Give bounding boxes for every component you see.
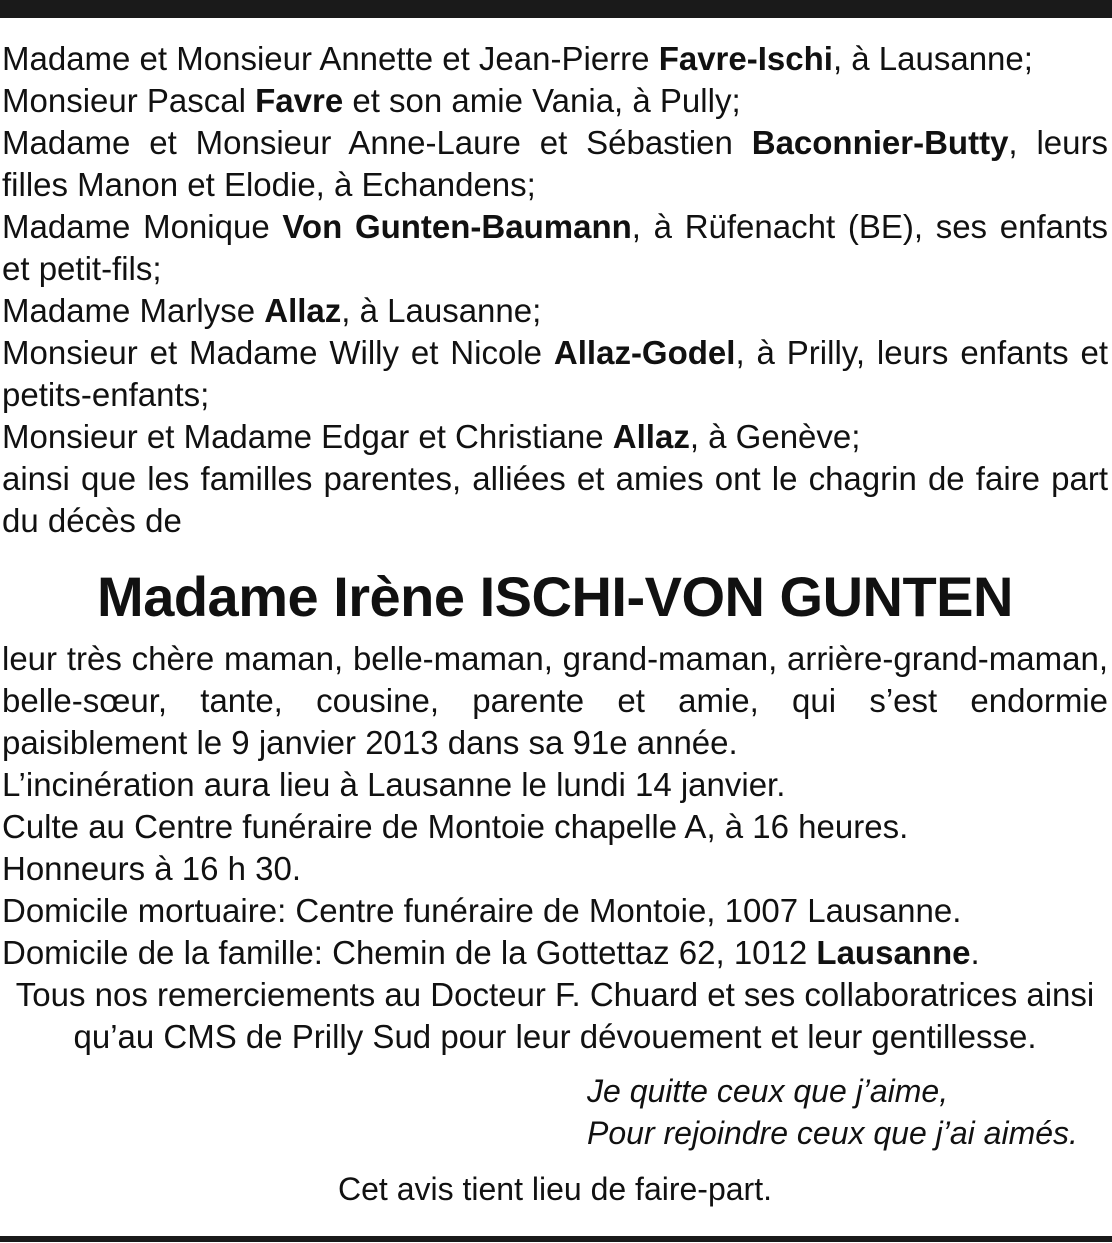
deceased-name: Madame Irène ISCHI-VON GUNTEN: [97, 565, 1013, 628]
family-surname: Favre: [255, 82, 344, 119]
family-entry: Madame et Monsieur Annette et Jean-Pierre Favre-Ischi, à Lausanne;: [2, 40, 1033, 77]
honours-info: Honneurs à 16 h 30.: [2, 850, 302, 887]
family-surname: Allaz: [612, 418, 690, 455]
bottom-rule: [0, 1236, 1112, 1242]
poem-line: Pour rejoindre ceux que j’ai aimés.: [587, 1115, 1078, 1151]
service-info: Culte au Centre funéraire de Montoie chapelle A, à 16 heures.: [2, 808, 909, 845]
family-list: [2, 38, 1108, 542]
deceased-description: leur très chère maman, belle-maman, grand-maman, arrière-grand-maman, belle-sœur, tante, cousine, parente et amie, qui s’est endormie paisiblement le 9 janvier 2013 dans sa 91e année.: [2, 640, 1108, 761]
top-rule: [0, 0, 1112, 18]
poem-line: Je quitte ceux que j’aime,: [587, 1073, 949, 1109]
family-entry: Monsieur Pascal Favre et son amie Vania, à Pully;: [2, 82, 741, 119]
obituary-notice: [2, 38, 1108, 1210]
family-entry: Madame Monique Von Gunten-Baumann, à Rüfenacht (BE), ses enfants et petit-fils;: [2, 208, 1108, 287]
family-address-city: Lausanne: [816, 934, 971, 971]
family-entry: Madame et Monsieur Anne-Laure et Sébastien Baconnier-Butty, leurs filles Manon et Elodie, à Echandens;: [2, 124, 1108, 203]
family-entry: Monsieur et Madame Edgar et Christiane Allaz, à Genève;: [2, 418, 861, 455]
family-surname: Favre-Ischi: [658, 40, 833, 77]
incineration-info: L’incinération aura lieu à Lausanne le lundi 14 janvier.: [2, 766, 786, 803]
poem: [587, 1070, 1108, 1154]
funeral-details: [2, 638, 1108, 1058]
family-surname: Allaz-Godel: [553, 334, 736, 371]
mortuary-address: Domicile mortuaire: Centre funéraire de Montoie, 1007 Lausanne.: [2, 892, 962, 929]
announcement-intro: ainsi que les familles parentes, alliées et amies ont le chagrin de faire part du décès de: [2, 460, 1108, 539]
family-entry: Madame Marlyse Allaz, à Lausanne;: [2, 292, 542, 329]
family-surname: Von Gunten-Baumann: [282, 208, 632, 245]
thanks-message: Tous nos remerciements au Docteur F. Chuard et ses collaboratrices ainsi qu’au CMS de Prilly Sud pour leur dévouement et leur gentillesse.: [15, 976, 1095, 1055]
closing-note: Cet avis tient lieu de faire-part.: [338, 1171, 772, 1207]
family-surname: Baconnier-Butty: [751, 124, 1009, 161]
family-entry: Monsieur et Madame Willy et Nicole Allaz-Godel, à Prilly, leurs enfants et petits-enfants;: [2, 334, 1108, 413]
family-surname: Allaz: [264, 292, 342, 329]
family-address: Domicile de la famille: Chemin de la Gottettaz 62, 1012 Lausanne.: [2, 934, 980, 971]
